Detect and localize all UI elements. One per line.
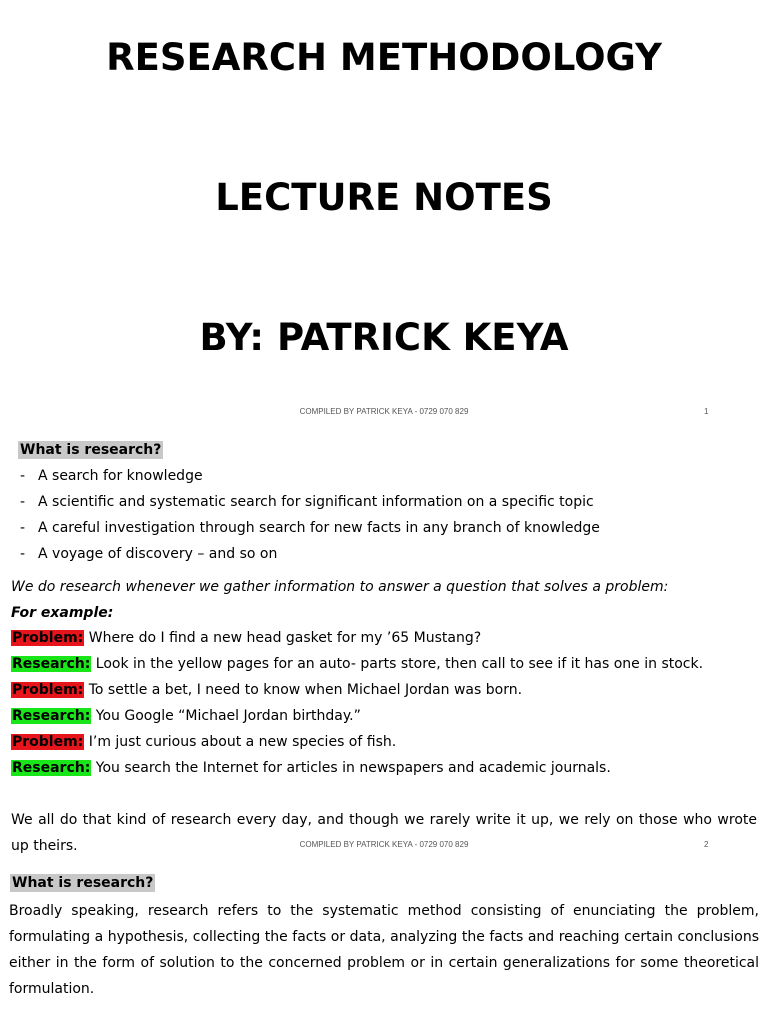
bullet-text: A voyage of discovery – and so on [38,546,278,562]
title-line-3: BY: PATRICK KEYA [199,316,569,359]
example-line [11,655,703,673]
research-tag: Research: [12,656,91,672]
page-number: 2 [704,840,709,849]
example-text: I’m just curious about a new species of fish. [84,734,397,750]
bullet-item [20,467,203,485]
example-text: You search the Internet for articles in newspapers and academic journals. [91,760,611,776]
problem-tag: Problem: [12,630,84,646]
footer-text: COMPILED BY PATRICK KEYA - 0729 070 829 [299,840,469,849]
example-text: You Google “Michael Jordan birthday.” [91,708,361,724]
example-line [11,681,522,699]
example-text: Look in the yellow pages for an auto- parts store, then call to see if it has one in stock. [91,656,704,672]
example-line [11,733,396,751]
bullet-item [20,545,277,563]
bullet-text: A search for knowledge [38,468,203,484]
problem-tag: Problem: [12,734,84,750]
research-tag: Research: [12,760,91,776]
title-line-2: LECTURE NOTES [215,176,553,219]
bullet-marker: - [20,546,26,562]
bullet-text: A scientific and systematic search for significant information on a specific topic [38,494,594,510]
definition-paragraph: Broadly speaking, research refers to the systematic method consisting of enunciating the problem, formulating a hypothesis, collecting the facts or data, analyzing the facts and reaching certain conclusions either in the form of solution to the concerned problem or in certain generalizations for some theoretical formulation. [9,903,759,997]
research-tag: Research: [12,708,91,724]
problem-tag: Problem: [12,682,84,698]
title-line-1: RESEARCH METHODOLOGY [106,36,662,79]
bullet-text: A careful investigation through search for new facts in any branch of knowledge [38,520,600,536]
bullet-item [20,493,594,511]
bullet-marker: - [20,520,26,536]
intro-text: We do research whenever we gather information to answer a question that solves a problem: [11,579,669,595]
bullet-marker: - [20,494,26,510]
bullet-item [20,519,600,537]
footer-text: COMPILED BY PATRICK KEYA - 0729 070 829 [299,407,469,416]
example-text: Where do I find a new head gasket for my ’65 Mustang? [84,630,482,646]
section-heading: What is research? [20,442,162,458]
example-text: To settle a bet, I need to know when Michael Jordan was born. [84,682,523,698]
closing-paragraph: We all do that kind of research every day, and though we rarely write it up, we rely on those who wrote up theirs. [11,812,757,854]
page-number: 1 [704,407,709,416]
for-example-label: For example: [11,605,114,621]
example-line [11,629,481,647]
section-heading: What is research? [12,875,154,891]
bullet-marker: - [20,468,26,484]
example-line [11,759,611,777]
example-line [11,707,361,725]
